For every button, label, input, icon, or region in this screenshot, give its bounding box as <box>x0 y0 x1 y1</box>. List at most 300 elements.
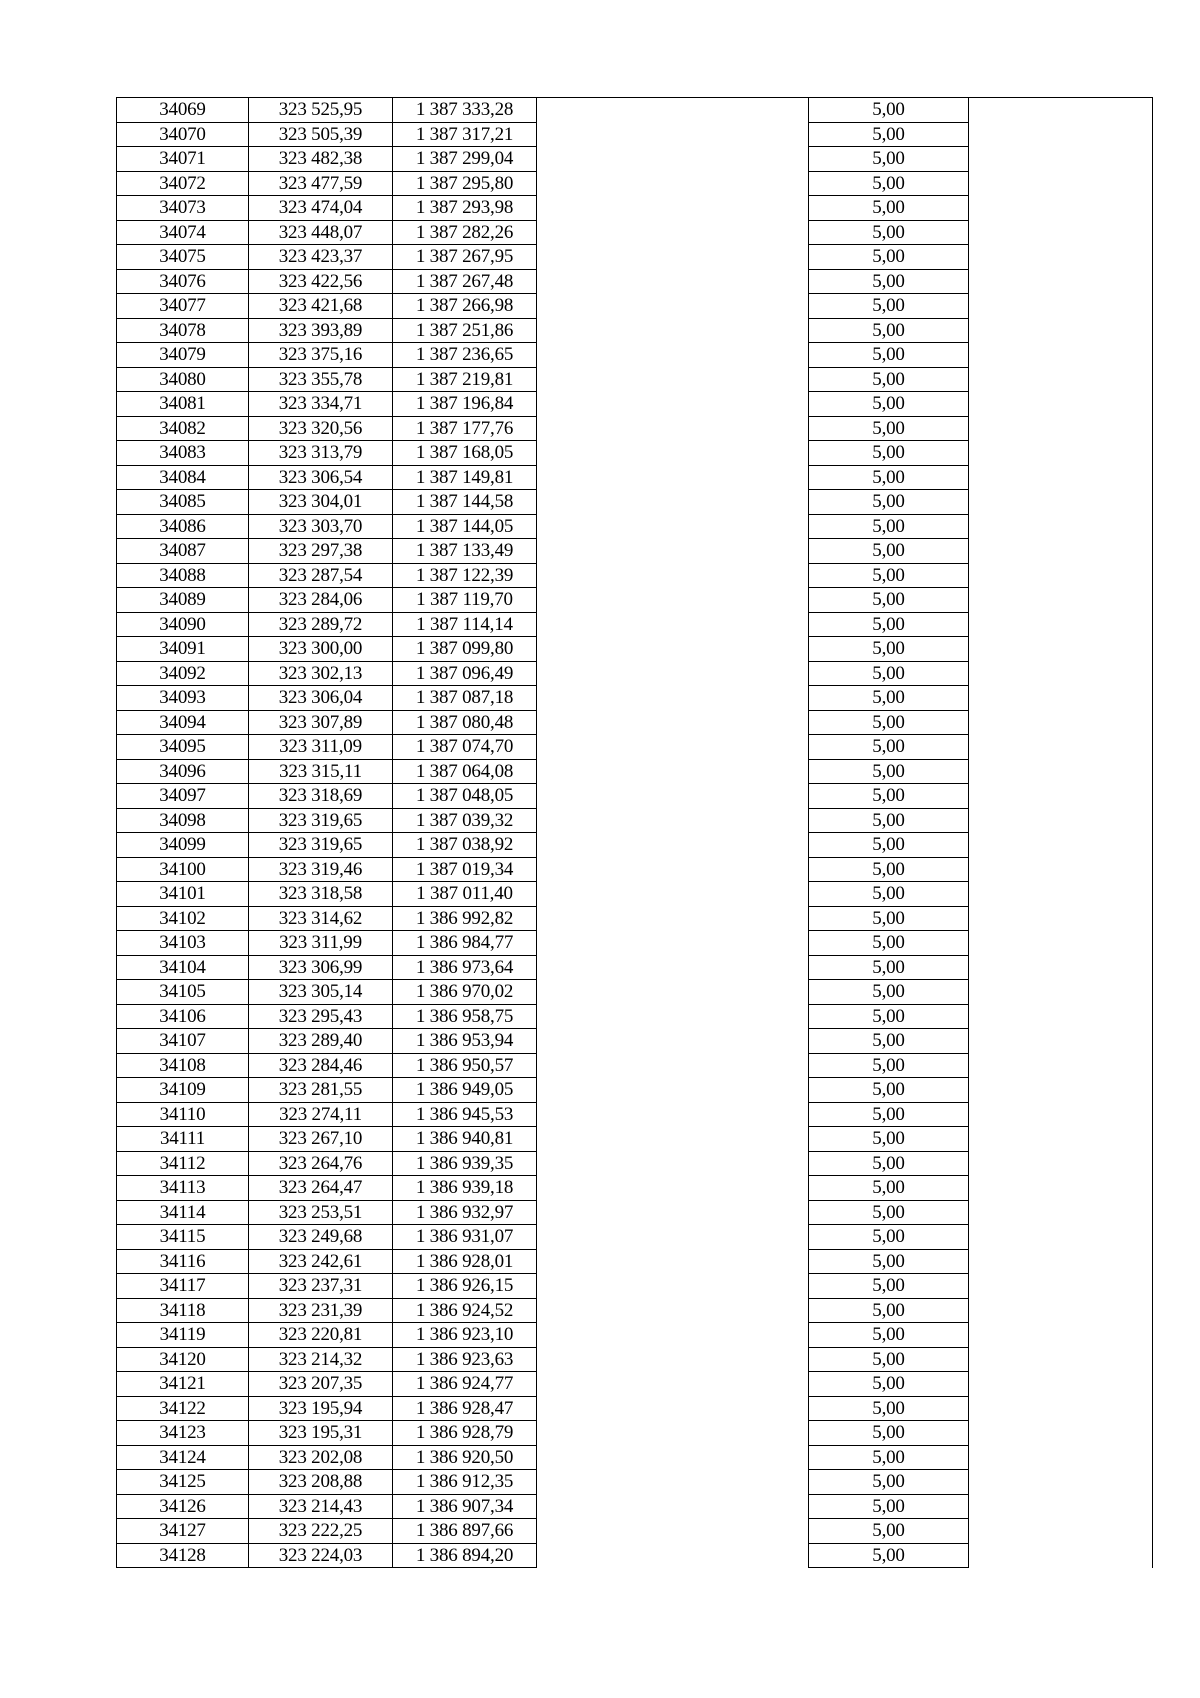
blank-cell <box>969 1396 1153 1421</box>
point-number-cell: 34104 <box>117 955 249 980</box>
table-row <box>117 833 1153 858</box>
y-coordinate-cell: 1 386 923,63 <box>393 1347 537 1372</box>
value-cell: 5,00 <box>809 661 969 686</box>
blank-cell <box>969 1470 1153 1495</box>
point-number-cell: 34110 <box>117 1102 249 1127</box>
point-number-cell: 34099 <box>117 833 249 858</box>
y-coordinate-cell: 1 387 144,58 <box>393 490 537 515</box>
empty-cell <box>537 1421 809 1446</box>
coordinates-table-body <box>117 98 1153 1568</box>
empty-cell <box>537 441 809 466</box>
table-row <box>117 1029 1153 1054</box>
point-number-cell: 34086 <box>117 514 249 539</box>
y-coordinate-cell: 1 387 196,84 <box>393 392 537 417</box>
empty-cell <box>537 392 809 417</box>
blank-cell <box>969 367 1153 392</box>
x-coordinate-cell: 323 302,13 <box>249 661 393 686</box>
x-coordinate-cell: 323 448,07 <box>249 220 393 245</box>
table-row <box>117 1470 1153 1495</box>
blank-cell <box>969 1274 1153 1299</box>
x-coordinate-cell: 323 295,43 <box>249 1004 393 1029</box>
table-row <box>117 196 1153 221</box>
x-coordinate-cell: 323 422,56 <box>249 269 393 294</box>
point-number-cell: 34116 <box>117 1249 249 1274</box>
x-coordinate-cell: 323 214,32 <box>249 1347 393 1372</box>
y-coordinate-cell: 1 386 928,01 <box>393 1249 537 1274</box>
blank-cell <box>969 392 1153 417</box>
blank-cell <box>969 1004 1153 1029</box>
y-coordinate-cell: 1 386 932,97 <box>393 1200 537 1225</box>
table-row <box>117 1372 1153 1397</box>
value-cell: 5,00 <box>809 857 969 882</box>
empty-cell <box>537 514 809 539</box>
empty-cell <box>537 1298 809 1323</box>
empty-cell <box>537 416 809 441</box>
table-row <box>117 367 1153 392</box>
y-coordinate-cell: 1 387 149,81 <box>393 465 537 490</box>
y-coordinate-cell: 1 387 011,40 <box>393 882 537 907</box>
point-number-cell: 34087 <box>117 539 249 564</box>
x-coordinate-cell: 323 318,58 <box>249 882 393 907</box>
blank-cell <box>969 1225 1153 1250</box>
table-row <box>117 857 1153 882</box>
y-coordinate-cell: 1 387 019,34 <box>393 857 537 882</box>
empty-cell <box>537 220 809 245</box>
point-number-cell: 34108 <box>117 1053 249 1078</box>
empty-cell <box>537 1494 809 1519</box>
value-cell: 5,00 <box>809 808 969 833</box>
blank-cell <box>969 1151 1153 1176</box>
y-coordinate-cell: 1 386 973,64 <box>393 955 537 980</box>
value-cell: 5,00 <box>809 245 969 270</box>
point-number-cell: 34106 <box>117 1004 249 1029</box>
blank-cell <box>969 245 1153 270</box>
y-coordinate-cell: 1 387 144,05 <box>393 514 537 539</box>
x-coordinate-cell: 323 311,99 <box>249 931 393 956</box>
y-coordinate-cell: 1 387 299,04 <box>393 147 537 172</box>
value-cell: 5,00 <box>809 1029 969 1054</box>
y-coordinate-cell: 1 387 064,08 <box>393 759 537 784</box>
x-coordinate-cell: 323 307,89 <box>249 710 393 735</box>
x-coordinate-cell: 323 284,06 <box>249 588 393 613</box>
point-number-cell: 34122 <box>117 1396 249 1421</box>
value-cell: 5,00 <box>809 343 969 368</box>
x-coordinate-cell: 323 224,03 <box>249 1543 393 1568</box>
empty-cell <box>537 465 809 490</box>
point-number-cell: 34112 <box>117 1151 249 1176</box>
point-number-cell: 34092 <box>117 661 249 686</box>
x-coordinate-cell: 323 287,54 <box>249 563 393 588</box>
x-coordinate-cell: 323 237,31 <box>249 1274 393 1299</box>
y-coordinate-cell: 1 387 114,14 <box>393 612 537 637</box>
y-coordinate-cell: 1 386 923,10 <box>393 1323 537 1348</box>
empty-cell <box>537 1323 809 1348</box>
table-row <box>117 441 1153 466</box>
empty-cell <box>537 1078 809 1103</box>
x-coordinate-cell: 323 315,11 <box>249 759 393 784</box>
y-coordinate-cell: 1 387 039,32 <box>393 808 537 833</box>
table-row <box>117 1396 1153 1421</box>
x-coordinate-cell: 323 334,71 <box>249 392 393 417</box>
x-coordinate-cell: 323 297,38 <box>249 539 393 564</box>
table-row <box>117 318 1153 343</box>
x-coordinate-cell: 323 319,65 <box>249 808 393 833</box>
table-row <box>117 122 1153 147</box>
x-coordinate-cell: 323 208,88 <box>249 1470 393 1495</box>
blank-cell <box>969 539 1153 564</box>
x-coordinate-cell: 323 421,68 <box>249 294 393 319</box>
table-row <box>117 1102 1153 1127</box>
x-coordinate-cell: 323 300,00 <box>249 637 393 662</box>
x-coordinate-cell: 323 231,39 <box>249 1298 393 1323</box>
blank-cell <box>969 1176 1153 1201</box>
point-number-cell: 34127 <box>117 1519 249 1544</box>
y-coordinate-cell: 1 386 924,52 <box>393 1298 537 1323</box>
table-row <box>117 1151 1153 1176</box>
empty-cell <box>537 759 809 784</box>
table-row <box>117 269 1153 294</box>
blank-cell <box>969 735 1153 760</box>
empty-cell <box>537 1200 809 1225</box>
x-coordinate-cell: 323 477,59 <box>249 171 393 196</box>
x-coordinate-cell: 323 304,01 <box>249 490 393 515</box>
value-cell: 5,00 <box>809 1053 969 1078</box>
x-coordinate-cell: 323 306,54 <box>249 465 393 490</box>
table-row <box>117 661 1153 686</box>
point-number-cell: 34084 <box>117 465 249 490</box>
value-cell: 5,00 <box>809 1078 969 1103</box>
y-coordinate-cell: 1 387 267,48 <box>393 269 537 294</box>
empty-cell <box>537 1029 809 1054</box>
table-row <box>117 465 1153 490</box>
value-cell: 5,00 <box>809 1200 969 1225</box>
value-cell: 5,00 <box>809 1225 969 1250</box>
y-coordinate-cell: 1 386 939,18 <box>393 1176 537 1201</box>
blank-cell <box>969 588 1153 613</box>
value-cell: 5,00 <box>809 1176 969 1201</box>
value-cell: 5,00 <box>809 1421 969 1446</box>
y-coordinate-cell: 1 386 894,20 <box>393 1543 537 1568</box>
point-number-cell: 34111 <box>117 1127 249 1152</box>
value-cell: 5,00 <box>809 171 969 196</box>
x-coordinate-cell: 323 393,89 <box>249 318 393 343</box>
empty-cell <box>537 318 809 343</box>
y-coordinate-cell: 1 387 267,95 <box>393 245 537 270</box>
blank-cell <box>969 955 1153 980</box>
value-cell: 5,00 <box>809 539 969 564</box>
table-row <box>117 931 1153 956</box>
table-row <box>117 1347 1153 1372</box>
value-cell: 5,00 <box>809 1494 969 1519</box>
point-number-cell: 34105 <box>117 980 249 1005</box>
blank-cell <box>969 98 1153 123</box>
table-row <box>117 612 1153 637</box>
blank-cell <box>969 857 1153 882</box>
x-coordinate-cell: 323 274,11 <box>249 1102 393 1127</box>
table-row <box>117 490 1153 515</box>
y-coordinate-cell: 1 387 099,80 <box>393 637 537 662</box>
x-coordinate-cell: 323 314,62 <box>249 906 393 931</box>
value-cell: 5,00 <box>809 906 969 931</box>
y-coordinate-cell: 1 386 928,79 <box>393 1421 537 1446</box>
point-number-cell: 34088 <box>117 563 249 588</box>
empty-cell <box>537 1225 809 1250</box>
y-coordinate-cell: 1 386 953,94 <box>393 1029 537 1054</box>
blank-cell <box>969 318 1153 343</box>
empty-cell <box>537 539 809 564</box>
blank-cell <box>969 1347 1153 1372</box>
empty-cell <box>537 955 809 980</box>
blank-cell <box>969 294 1153 319</box>
point-number-cell: 34089 <box>117 588 249 613</box>
table-row <box>117 147 1153 172</box>
empty-cell <box>537 686 809 711</box>
table-row <box>117 710 1153 735</box>
x-coordinate-cell: 323 319,46 <box>249 857 393 882</box>
x-coordinate-cell: 323 249,68 <box>249 1225 393 1250</box>
empty-cell <box>537 808 809 833</box>
x-coordinate-cell: 323 214,43 <box>249 1494 393 1519</box>
value-cell: 5,00 <box>809 294 969 319</box>
table-row <box>117 98 1153 123</box>
table-row <box>117 392 1153 417</box>
blank-cell <box>969 1249 1153 1274</box>
point-number-cell: 34091 <box>117 637 249 662</box>
empty-cell <box>537 367 809 392</box>
point-number-cell: 34102 <box>117 906 249 931</box>
value-cell: 5,00 <box>809 490 969 515</box>
value-cell: 5,00 <box>809 416 969 441</box>
x-coordinate-cell: 323 281,55 <box>249 1078 393 1103</box>
value-cell: 5,00 <box>809 1445 969 1470</box>
y-coordinate-cell: 1 386 940,81 <box>393 1127 537 1152</box>
y-coordinate-cell: 1 386 949,05 <box>393 1078 537 1103</box>
blank-cell <box>969 343 1153 368</box>
blank-cell <box>969 1445 1153 1470</box>
y-coordinate-cell: 1 386 907,34 <box>393 1494 537 1519</box>
y-coordinate-cell: 1 386 958,75 <box>393 1004 537 1029</box>
blank-cell <box>969 833 1153 858</box>
y-coordinate-cell: 1 386 945,53 <box>393 1102 537 1127</box>
y-coordinate-cell: 1 386 920,50 <box>393 1445 537 1470</box>
value-cell: 5,00 <box>809 392 969 417</box>
blank-cell <box>969 196 1153 221</box>
value-cell: 5,00 <box>809 367 969 392</box>
table-row <box>117 686 1153 711</box>
y-coordinate-cell: 1 386 984,77 <box>393 931 537 956</box>
value-cell: 5,00 <box>809 563 969 588</box>
point-number-cell: 34119 <box>117 1323 249 1348</box>
empty-cell <box>537 147 809 172</box>
blank-cell <box>969 1200 1153 1225</box>
table-row <box>117 1519 1153 1544</box>
point-number-cell: 34097 <box>117 784 249 809</box>
table-row <box>117 1445 1153 1470</box>
point-number-cell: 34107 <box>117 1029 249 1054</box>
y-coordinate-cell: 1 387 251,86 <box>393 318 537 343</box>
y-coordinate-cell: 1 386 912,35 <box>393 1470 537 1495</box>
empty-cell <box>537 1543 809 1568</box>
value-cell: 5,00 <box>809 882 969 907</box>
empty-cell <box>537 1372 809 1397</box>
y-coordinate-cell: 1 387 219,81 <box>393 367 537 392</box>
value-cell: 5,00 <box>809 1470 969 1495</box>
empty-cell <box>537 1053 809 1078</box>
empty-cell <box>537 710 809 735</box>
value-cell: 5,00 <box>809 931 969 956</box>
point-number-cell: 34126 <box>117 1494 249 1519</box>
point-number-cell: 34100 <box>117 857 249 882</box>
y-coordinate-cell: 1 386 992,82 <box>393 906 537 931</box>
blank-cell <box>969 612 1153 637</box>
blank-cell <box>969 1127 1153 1152</box>
coordinates-table <box>116 97 1153 1568</box>
blank-cell <box>969 931 1153 956</box>
value-cell: 5,00 <box>809 196 969 221</box>
y-coordinate-cell: 1 387 317,21 <box>393 122 537 147</box>
table-row <box>117 735 1153 760</box>
table-row <box>117 294 1153 319</box>
empty-cell <box>537 269 809 294</box>
x-coordinate-cell: 323 375,16 <box>249 343 393 368</box>
blank-cell <box>969 465 1153 490</box>
value-cell: 5,00 <box>809 514 969 539</box>
point-number-cell: 34070 <box>117 122 249 147</box>
x-coordinate-cell: 323 242,61 <box>249 1249 393 1274</box>
x-coordinate-cell: 323 482,38 <box>249 147 393 172</box>
blank-cell <box>969 1029 1153 1054</box>
point-number-cell: 34121 <box>117 1372 249 1397</box>
point-number-cell: 34123 <box>117 1421 249 1446</box>
value-cell: 5,00 <box>809 441 969 466</box>
y-coordinate-cell: 1 387 074,70 <box>393 735 537 760</box>
value-cell: 5,00 <box>809 147 969 172</box>
y-coordinate-cell: 1 387 096,49 <box>393 661 537 686</box>
table-row <box>117 514 1153 539</box>
blank-cell <box>969 882 1153 907</box>
point-number-cell: 34098 <box>117 808 249 833</box>
table-row <box>117 1543 1153 1568</box>
point-number-cell: 34115 <box>117 1225 249 1250</box>
point-number-cell: 34093 <box>117 686 249 711</box>
empty-cell <box>537 1396 809 1421</box>
value-cell: 5,00 <box>809 637 969 662</box>
value-cell: 5,00 <box>809 833 969 858</box>
table-row <box>117 1200 1153 1225</box>
value-cell: 5,00 <box>809 686 969 711</box>
table-row <box>117 808 1153 833</box>
table-row <box>117 1274 1153 1299</box>
x-coordinate-cell: 323 264,47 <box>249 1176 393 1201</box>
blank-cell <box>969 269 1153 294</box>
empty-cell <box>537 1519 809 1544</box>
blank-cell <box>969 784 1153 809</box>
point-number-cell: 34083 <box>117 441 249 466</box>
blank-cell <box>969 1543 1153 1568</box>
y-coordinate-cell: 1 387 133,49 <box>393 539 537 564</box>
value-cell: 5,00 <box>809 980 969 1005</box>
blank-cell <box>969 808 1153 833</box>
point-number-cell: 34101 <box>117 882 249 907</box>
y-coordinate-cell: 1 387 048,05 <box>393 784 537 809</box>
value-cell: 5,00 <box>809 1347 969 1372</box>
y-coordinate-cell: 1 386 926,15 <box>393 1274 537 1299</box>
x-coordinate-cell: 323 289,72 <box>249 612 393 637</box>
table-row <box>117 637 1153 662</box>
blank-cell <box>969 171 1153 196</box>
empty-cell <box>537 980 809 1005</box>
x-coordinate-cell: 323 474,04 <box>249 196 393 221</box>
table-row <box>117 1249 1153 1274</box>
point-number-cell: 34125 <box>117 1470 249 1495</box>
value-cell: 5,00 <box>809 98 969 123</box>
y-coordinate-cell: 1 387 295,80 <box>393 171 537 196</box>
empty-cell <box>537 612 809 637</box>
x-coordinate-cell: 323 207,35 <box>249 1372 393 1397</box>
x-coordinate-cell: 323 306,04 <box>249 686 393 711</box>
y-coordinate-cell: 1 386 950,57 <box>393 1053 537 1078</box>
blank-cell <box>969 490 1153 515</box>
x-coordinate-cell: 323 318,69 <box>249 784 393 809</box>
point-number-cell: 34109 <box>117 1078 249 1103</box>
x-coordinate-cell: 323 505,39 <box>249 122 393 147</box>
value-cell: 5,00 <box>809 1127 969 1152</box>
x-coordinate-cell: 323 355,78 <box>249 367 393 392</box>
table-row <box>117 1323 1153 1348</box>
value-cell: 5,00 <box>809 588 969 613</box>
x-coordinate-cell: 323 313,79 <box>249 441 393 466</box>
empty-cell <box>537 1151 809 1176</box>
value-cell: 5,00 <box>809 1249 969 1274</box>
x-coordinate-cell: 323 303,70 <box>249 514 393 539</box>
blank-cell <box>969 1078 1153 1103</box>
point-number-cell: 34118 <box>117 1298 249 1323</box>
value-cell: 5,00 <box>809 318 969 343</box>
empty-cell <box>537 245 809 270</box>
y-coordinate-cell: 1 387 266,98 <box>393 294 537 319</box>
table-row <box>117 1176 1153 1201</box>
y-coordinate-cell: 1 386 928,47 <box>393 1396 537 1421</box>
y-coordinate-cell: 1 386 939,35 <box>393 1151 537 1176</box>
point-number-cell: 34103 <box>117 931 249 956</box>
y-coordinate-cell: 1 387 177,76 <box>393 416 537 441</box>
empty-cell <box>537 122 809 147</box>
blank-cell <box>969 661 1153 686</box>
empty-cell <box>537 1176 809 1201</box>
x-coordinate-cell: 323 222,25 <box>249 1519 393 1544</box>
x-coordinate-cell: 323 253,51 <box>249 1200 393 1225</box>
table-row <box>117 1053 1153 1078</box>
empty-cell <box>537 1249 809 1274</box>
x-coordinate-cell: 323 264,76 <box>249 1151 393 1176</box>
x-coordinate-cell: 323 202,08 <box>249 1445 393 1470</box>
blank-cell <box>969 441 1153 466</box>
y-coordinate-cell: 1 387 293,98 <box>393 196 537 221</box>
empty-cell <box>537 171 809 196</box>
y-coordinate-cell: 1 387 333,28 <box>393 98 537 123</box>
y-coordinate-cell: 1 386 924,77 <box>393 1372 537 1397</box>
blank-cell <box>969 220 1153 245</box>
point-number-cell: 34117 <box>117 1274 249 1299</box>
y-coordinate-cell: 1 387 038,92 <box>393 833 537 858</box>
table-row <box>117 784 1153 809</box>
x-coordinate-cell: 323 423,37 <box>249 245 393 270</box>
empty-cell <box>537 1127 809 1152</box>
point-number-cell: 34082 <box>117 416 249 441</box>
point-number-cell: 34120 <box>117 1347 249 1372</box>
value-cell: 5,00 <box>809 1519 969 1544</box>
blank-cell <box>969 1494 1153 1519</box>
